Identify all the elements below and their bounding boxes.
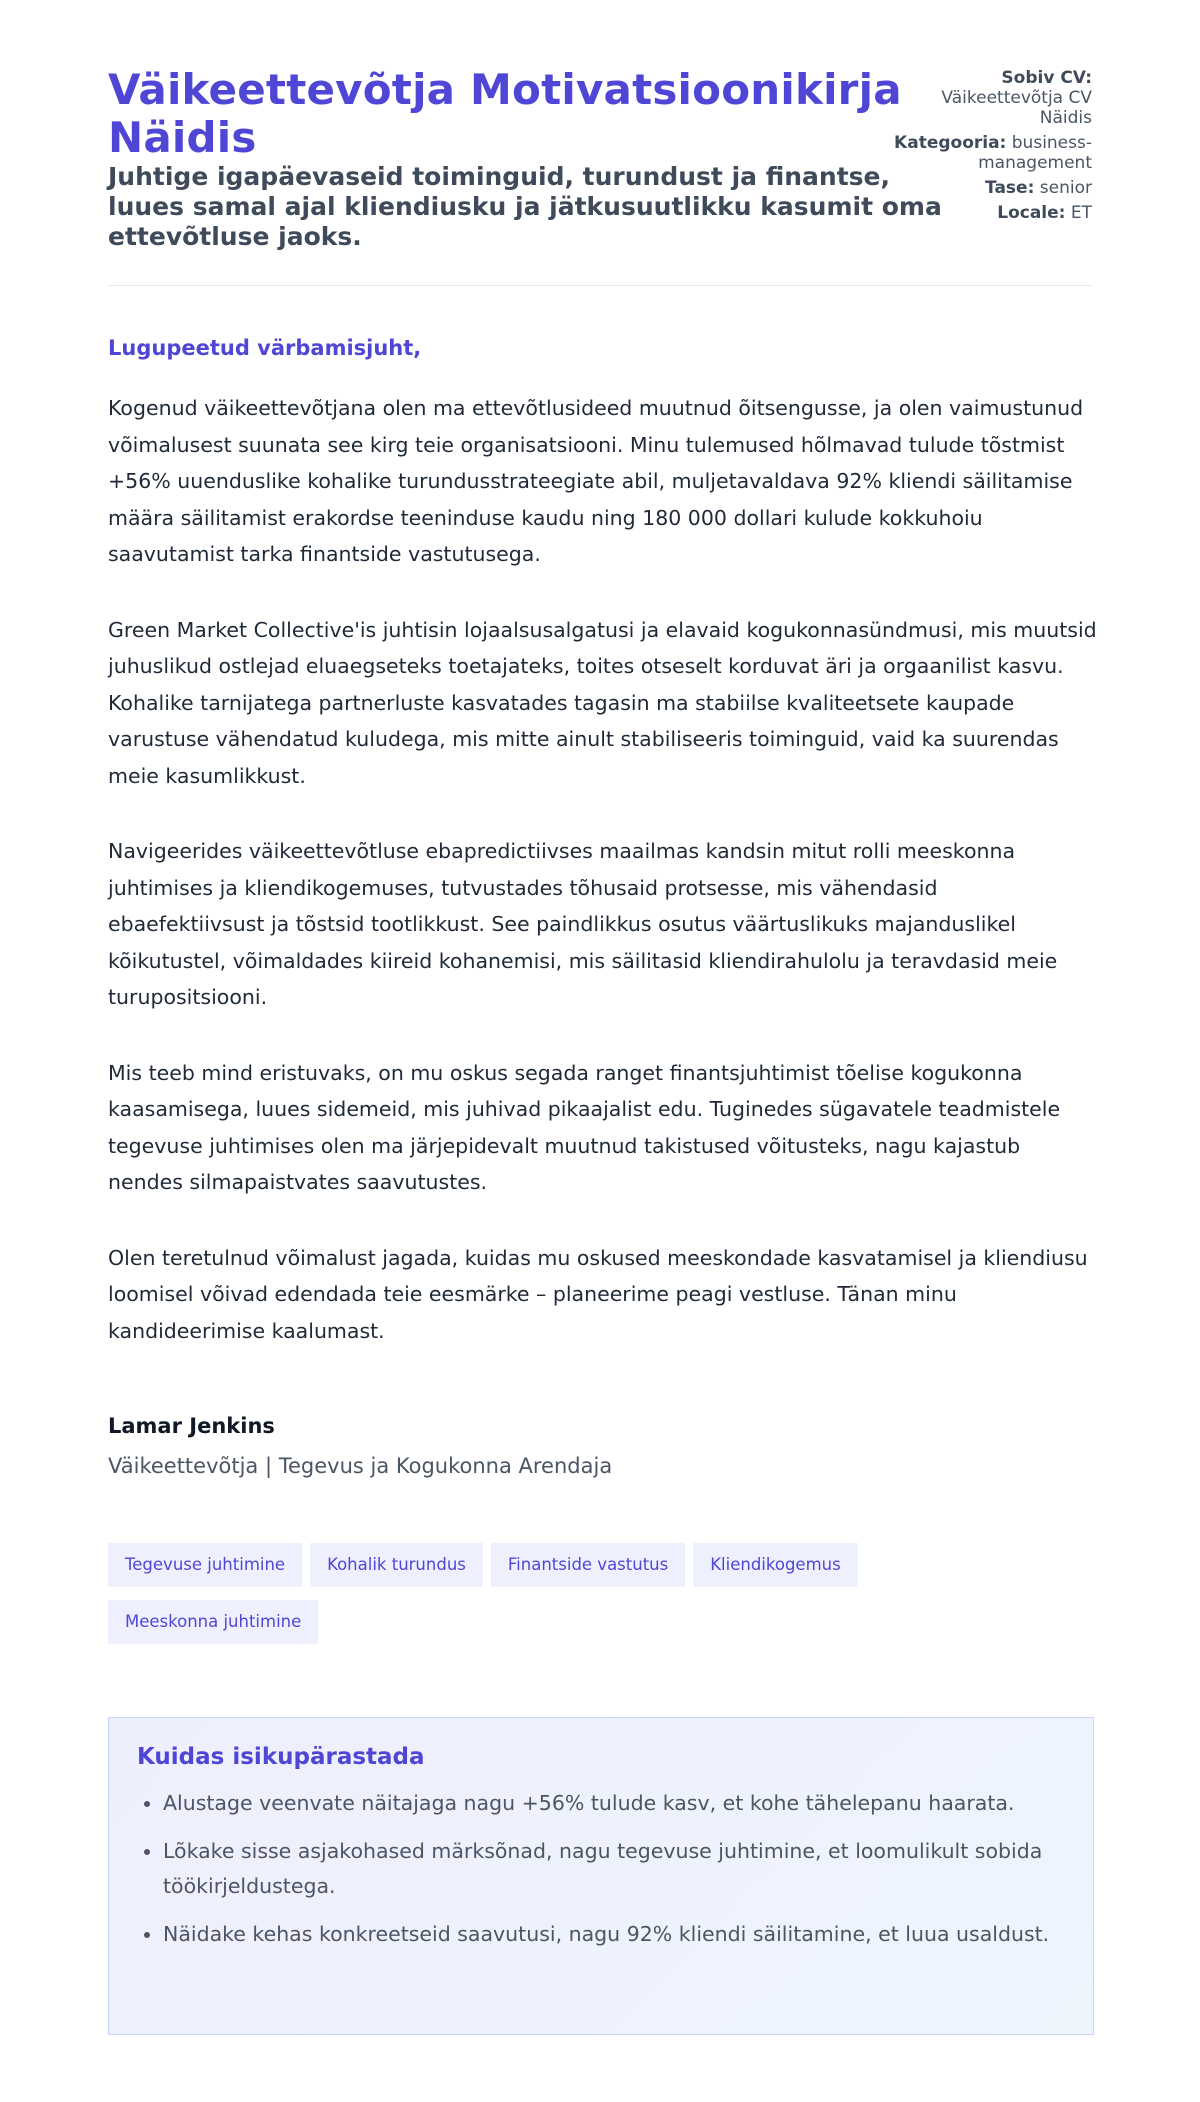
meta-level-value: senior (1039, 178, 1092, 198)
page-title: Väikeettevõtja Motivatsioonikirja Näidis (108, 65, 902, 162)
skill-tag[interactable]: Finantside vastutus (491, 1543, 685, 1587)
tips-title: Kuidas isikupärastada (137, 1744, 425, 1770)
meta-locale-value: ET (1070, 203, 1092, 223)
signature-title: Väikeettevõtja | Tegevus ja Kogukonna Arendaja (108, 1454, 613, 1478)
personalization-tips (108, 1717, 1094, 2035)
tips-item: • Näidake kehas konkreetseid saavutusi, nagu 92% kliendi säilitamine, et luua usaldust. (163, 1917, 1065, 1953)
tips-item: • Lõkake sisse asjakohased märksõnad, nagu tegevuse juhtimine, et loomulikult sobida töökirjeldustega. (163, 1834, 1065, 1905)
signature-name: Lamar Jenkins (108, 1414, 275, 1438)
tips-item: • Alustage veenvate näitajaga nagu +56% tulude kasv, et kohe tähelepanu haarata. (163, 1786, 1065, 1822)
tips-list (137, 1786, 1065, 1952)
meta-cv (892, 68, 1092, 128)
skill-tag[interactable]: Meeskonna juhtimine (108, 1600, 318, 1644)
letter-paragraph: Olen teretulnud võimalust jagada, kuidas mu oskused meeskondade kasvatamisel ja kliendiusu loomisel võivad edendada teie eesmärke – planeerime peagi vestluse. Tänan minu kandideerimise kaalumast. (108, 1245, 1088, 1343)
letter-paragraph: Kogenud väikeettevõtjana olen ma ettevõtlusideed muutnud õitsengusse, ja olen vaimustunud võimalusest suunata see kirg teie organisatsiooni. Minu tulemused hõlmavad tulude tõstmist +56% uuenduslike kohalike turundusstrateegiate abil, muljetavaldava 92% kliendi säilitamise määra säilitamist erakordse teeninduse kaudu ning 180 000 dollari kulude kokkuhoiu saavutamist tarka finantside vastutusega. (108, 396, 1084, 566)
skill-tag[interactable]: Kohalik turundus (310, 1543, 483, 1587)
meta-category-label: Kategooria: (894, 133, 1007, 153)
meta-level-label: Tase: (985, 178, 1035, 198)
letter-paragraph: Navigeerides väikeettevõtluse ebapredictiivses maailmas kandsin mitut rolli meeskonna juhtimises ja kliendikogemuses, tutvustades tõhusaid protsesse, mis vähendasid ebaefektiivsust ja tõstsid tootlikkust. See paindlikkus osutus väärtuslikuks majanduslikel kõikutustel, võimaldades kiireid kohanemisi, mis säilitasid kliendirahulolu ja teravdasid meie turupositsiooni. (108, 839, 1058, 1009)
page-header (108, 0, 1092, 251)
meta-category-value: business-management (978, 133, 1092, 173)
skill-tag[interactable]: Kliendikogemus (693, 1543, 857, 1587)
header-divider (108, 285, 1092, 286)
meta-cv-value[interactable]: Väikeettevõtja CV Näidis (941, 88, 1092, 128)
meta-locale-label: Locale: (997, 203, 1066, 223)
meta-level (892, 178, 1092, 198)
skill-tags (108, 1543, 908, 1657)
page-subtitle: Juhtige igapäevaseid toiminguid, turundust ja finantse, luues samal ajal kliendiusku ja jätkusuutlikku kasumit oma ettevõtluse jaoks. (108, 162, 942, 251)
meta-locale (892, 203, 1092, 223)
skill-tag[interactable]: Tegevuse juhtimine (108, 1543, 302, 1587)
meta-category (892, 133, 1092, 173)
letter-paragraph: Mis teeb mind eristuvaks, on mu oskus segada ranget finantsjuhtimist tõelise kogukonna kaasamisega, luues sidemeid, mis juhivad pikaajalist edu. Tuginedes sügavatele teadmistele tegevuse juhtimises olen ma järjepidevalt muutnud takistused võitusteks, nagu kajastub nendes silmapaistvates saavutustes. (108, 1060, 1061, 1194)
meta-cv-label: Sobiv CV: (1001, 68, 1092, 88)
letter-body (108, 390, 1098, 1388)
letter-paragraph: Green Market Collective'is juhtisin lojaalsusalgatusi ja elavaid kogukonnasündmusi, mis muutsid juhuslikud ostlejad eluaegseteks toetajateks, toites otseselt korduvat äri ja orgaanilist kasvu. Kohalike tarnijatega partnerluste kasvatades tagasin ma stabiilse kvaliteetsete kaupade varustuse vähendatud kuludega, mis mitte ainult stabiliseeris toiminguid, vaid ka suurendas meie kasumlikkust. (108, 617, 1097, 788)
letter-salutation: Lugupeetud värbamisjuht, (108, 336, 422, 360)
meta-panel (892, 68, 1092, 228)
